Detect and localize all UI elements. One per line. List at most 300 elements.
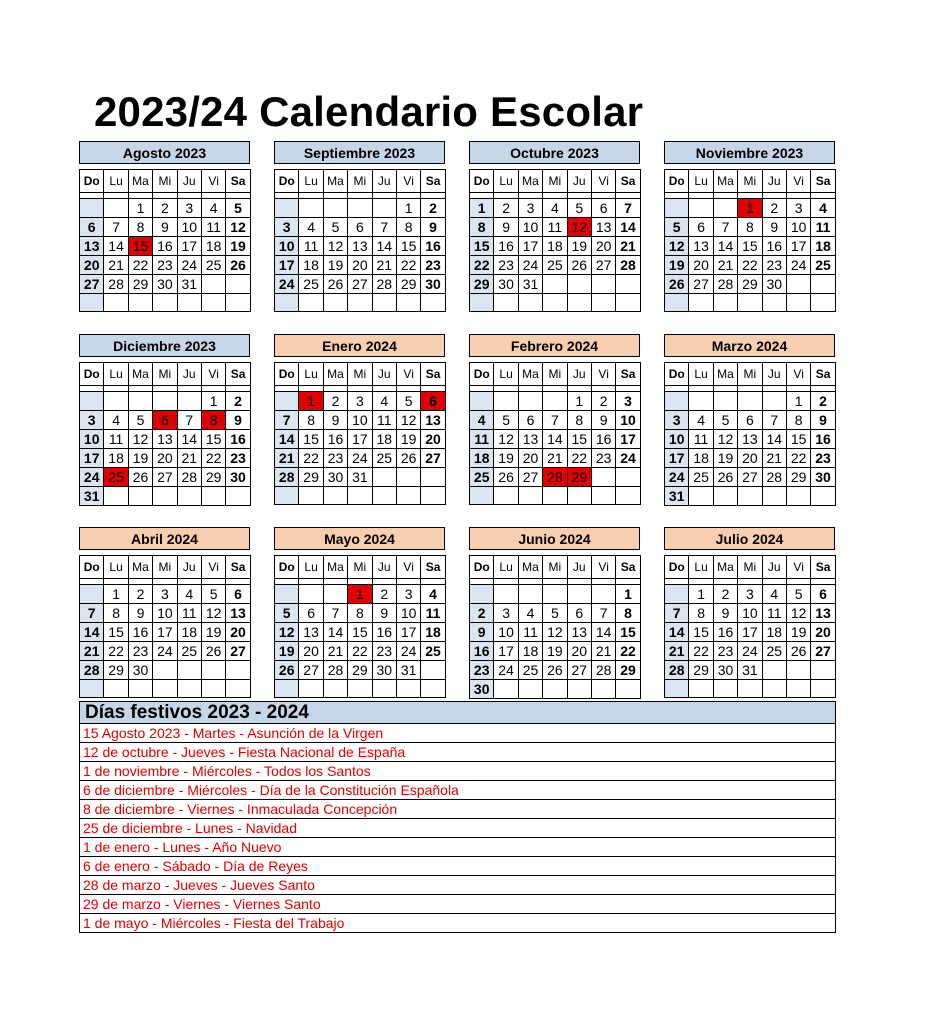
day-cell bbox=[153, 294, 177, 312]
day-cell: 5 bbox=[713, 411, 737, 430]
day-cell: 4 bbox=[299, 218, 323, 237]
month-calendar bbox=[664, 527, 835, 698]
month-calendar bbox=[469, 141, 640, 312]
day-cell bbox=[104, 487, 128, 506]
day-cell: 20 bbox=[811, 623, 835, 642]
day-cell bbox=[518, 585, 542, 604]
day-cell bbox=[201, 661, 225, 680]
day-cell: 21 bbox=[177, 449, 201, 468]
day-cell bbox=[421, 294, 445, 312]
day-cell: 15 bbox=[396, 237, 420, 256]
month-calendar bbox=[79, 334, 250, 506]
day-cell: 19 bbox=[494, 449, 518, 468]
day-cell bbox=[543, 392, 567, 411]
day-cell: 31 bbox=[665, 487, 689, 506]
day-cell: 8 bbox=[104, 604, 128, 623]
day-cell: 18 bbox=[762, 623, 786, 642]
weekday-header: Vi bbox=[396, 556, 420, 579]
day-cell: 20 bbox=[421, 430, 445, 449]
day-cell: 6 bbox=[299, 604, 323, 623]
day-cell: 16 bbox=[153, 237, 177, 256]
day-cell: 5 bbox=[543, 604, 567, 623]
day-cell: 4 bbox=[201, 199, 225, 218]
weekday-header: Do bbox=[470, 556, 494, 579]
day-cell: 22 bbox=[299, 449, 323, 468]
month-calendar bbox=[664, 141, 835, 312]
day-cell: 19 bbox=[713, 449, 737, 468]
month-title: Noviembre 2023 bbox=[664, 141, 835, 164]
day-cell: 29 bbox=[299, 468, 323, 487]
holiday-item: 28 de marzo - Jueves - Jueves Santo bbox=[79, 876, 836, 895]
day-cell bbox=[518, 294, 542, 312]
weekday-header: Mi bbox=[348, 556, 372, 579]
weekday-header: Do bbox=[275, 170, 299, 193]
day-cell bbox=[372, 680, 396, 698]
day-cell: 30 bbox=[811, 468, 835, 487]
holiday-day-cell: 1 bbox=[348, 585, 372, 604]
holiday-item: 1 de mayo - Miércoles - Fiesta del Trabajo bbox=[79, 914, 836, 933]
day-cell bbox=[80, 199, 104, 218]
day-cell bbox=[153, 661, 177, 680]
day-cell bbox=[153, 487, 177, 506]
day-cell: 5 bbox=[201, 585, 225, 604]
month-calendar bbox=[274, 334, 445, 505]
day-cell: 3 bbox=[494, 604, 518, 623]
day-cell: 26 bbox=[128, 468, 152, 487]
weekday-header: Sa bbox=[421, 363, 445, 386]
day-cell: 5 bbox=[567, 199, 591, 218]
day-cell: 2 bbox=[153, 199, 177, 218]
day-cell: 19 bbox=[396, 430, 420, 449]
day-cell: 28 bbox=[323, 661, 347, 680]
month-title: Mayo 2024 bbox=[274, 527, 445, 550]
weekday-header: Ma bbox=[518, 170, 542, 193]
day-cell: 1 bbox=[689, 585, 713, 604]
day-cell bbox=[713, 680, 737, 698]
day-cell bbox=[396, 680, 420, 698]
day-cell: 7 bbox=[323, 604, 347, 623]
day-cell bbox=[470, 392, 494, 411]
day-cell: 13 bbox=[811, 604, 835, 623]
day-cell: 21 bbox=[713, 256, 737, 275]
weekday-header: Do bbox=[665, 170, 689, 193]
day-cell: 1 bbox=[201, 392, 225, 411]
day-cell: 19 bbox=[128, 449, 152, 468]
day-cell: 29 bbox=[348, 661, 372, 680]
day-cell: 12 bbox=[323, 237, 347, 256]
day-cell bbox=[299, 199, 323, 218]
day-cell: 18 bbox=[689, 449, 713, 468]
day-cell: 23 bbox=[128, 642, 152, 661]
day-cell: 15 bbox=[616, 623, 640, 642]
day-cell bbox=[80, 585, 104, 604]
day-cell: 5 bbox=[665, 218, 689, 237]
day-cell: 13 bbox=[689, 237, 713, 256]
weekday-header: Lu bbox=[494, 363, 518, 386]
day-cell bbox=[421, 680, 445, 698]
day-cell: 18 bbox=[470, 449, 494, 468]
day-cell: 14 bbox=[80, 623, 104, 642]
day-cell: 7 bbox=[665, 604, 689, 623]
day-cell: 7 bbox=[104, 218, 128, 237]
holiday-item: 29 de marzo - Viernes - Viernes Santo bbox=[79, 895, 836, 914]
weekday-header: Ma bbox=[713, 363, 737, 386]
day-cell: 24 bbox=[348, 449, 372, 468]
day-cell bbox=[713, 199, 737, 218]
day-cell bbox=[591, 468, 615, 487]
day-cell: 2 bbox=[372, 585, 396, 604]
day-cell: 25 bbox=[421, 642, 445, 661]
day-cell: 22 bbox=[201, 449, 225, 468]
day-cell: 12 bbox=[713, 430, 737, 449]
day-cell bbox=[323, 199, 347, 218]
day-cell bbox=[811, 661, 835, 680]
day-cell: 12 bbox=[543, 623, 567, 642]
day-cell: 16 bbox=[494, 237, 518, 256]
day-cell: 22 bbox=[470, 256, 494, 275]
day-cell bbox=[738, 487, 762, 506]
day-cell bbox=[201, 680, 225, 698]
day-cell bbox=[738, 294, 762, 312]
day-cell: 29 bbox=[786, 468, 810, 487]
day-cell: 27 bbox=[567, 661, 591, 680]
weekday-header: Lu bbox=[299, 170, 323, 193]
holiday-day-cell: 1 bbox=[738, 199, 762, 218]
day-cell: 23 bbox=[153, 256, 177, 275]
day-cell: 29 bbox=[738, 275, 762, 294]
weekday-header: Ju bbox=[372, 556, 396, 579]
month-title: Agosto 2023 bbox=[79, 141, 250, 164]
day-cell: 6 bbox=[348, 218, 372, 237]
day-cell bbox=[616, 487, 640, 505]
day-cell: 15 bbox=[567, 430, 591, 449]
weekday-header: Lu bbox=[104, 556, 128, 579]
day-cell: 26 bbox=[226, 256, 250, 275]
day-cell: 18 bbox=[104, 449, 128, 468]
day-cell: 10 bbox=[738, 604, 762, 623]
day-cell: 1 bbox=[104, 585, 128, 604]
day-cell: 30 bbox=[226, 468, 250, 487]
weekday-header: Vi bbox=[201, 556, 225, 579]
day-cell: 12 bbox=[201, 604, 225, 623]
day-cell bbox=[226, 487, 250, 506]
day-cell: 17 bbox=[616, 430, 640, 449]
day-cell: 29 bbox=[396, 275, 420, 294]
day-cell: 12 bbox=[665, 237, 689, 256]
day-cell: 6 bbox=[811, 585, 835, 604]
day-cell: 19 bbox=[323, 256, 347, 275]
day-cell: 1 bbox=[616, 585, 640, 604]
day-cell bbox=[811, 680, 835, 698]
day-cell: 23 bbox=[811, 449, 835, 468]
day-cell: 30 bbox=[153, 275, 177, 294]
day-cell: 13 bbox=[348, 237, 372, 256]
day-cell: 30 bbox=[323, 468, 347, 487]
holiday-day-cell: 6 bbox=[421, 392, 445, 411]
day-cell: 13 bbox=[738, 430, 762, 449]
day-cell: 9 bbox=[762, 218, 786, 237]
weekday-header: Vi bbox=[201, 170, 225, 193]
day-cell: 2 bbox=[713, 585, 737, 604]
day-cell bbox=[494, 585, 518, 604]
month-title: Octubre 2023 bbox=[469, 141, 640, 164]
day-cell: 20 bbox=[226, 623, 250, 642]
day-cell bbox=[811, 487, 835, 506]
day-cell: 17 bbox=[275, 256, 299, 275]
day-cell: 30 bbox=[421, 275, 445, 294]
weekday-header: Do bbox=[275, 363, 299, 386]
day-cell: 16 bbox=[713, 623, 737, 642]
day-cell: 26 bbox=[665, 275, 689, 294]
day-cell bbox=[786, 487, 810, 506]
day-cell: 7 bbox=[177, 411, 201, 430]
day-cell: 18 bbox=[421, 623, 445, 642]
day-cell: 24 bbox=[786, 256, 810, 275]
day-cell: 11 bbox=[689, 430, 713, 449]
day-cell bbox=[396, 468, 420, 487]
day-cell bbox=[616, 468, 640, 487]
day-cell: 14 bbox=[543, 430, 567, 449]
day-cell bbox=[299, 585, 323, 604]
day-cell bbox=[104, 680, 128, 698]
day-cell bbox=[738, 392, 762, 411]
weekday-header: Mi bbox=[543, 170, 567, 193]
day-cell bbox=[616, 680, 640, 699]
day-cell: 27 bbox=[738, 468, 762, 487]
weekday-header: Lu bbox=[299, 363, 323, 386]
day-cell: 28 bbox=[177, 468, 201, 487]
weekday-header: Ma bbox=[128, 170, 152, 193]
day-cell: 28 bbox=[104, 275, 128, 294]
weekday-header: Lu bbox=[104, 170, 128, 193]
day-cell bbox=[567, 275, 591, 294]
day-cell: 19 bbox=[665, 256, 689, 275]
day-cell: 10 bbox=[80, 430, 104, 449]
day-cell bbox=[494, 487, 518, 505]
day-cell: 27 bbox=[689, 275, 713, 294]
day-cell bbox=[177, 487, 201, 506]
day-cell: 3 bbox=[153, 585, 177, 604]
day-cell: 27 bbox=[591, 256, 615, 275]
day-cell: 6 bbox=[80, 218, 104, 237]
day-cell: 28 bbox=[713, 275, 737, 294]
day-cell: 16 bbox=[226, 430, 250, 449]
day-cell: 31 bbox=[348, 468, 372, 487]
weekday-header: Ju bbox=[762, 170, 786, 193]
day-cell: 15 bbox=[348, 623, 372, 642]
day-cell: 11 bbox=[201, 218, 225, 237]
day-cell bbox=[713, 294, 737, 312]
day-cell bbox=[396, 487, 420, 505]
weekday-header: Vi bbox=[201, 363, 225, 386]
day-cell: 11 bbox=[470, 430, 494, 449]
day-cell: 3 bbox=[80, 411, 104, 430]
day-cell: 18 bbox=[811, 237, 835, 256]
day-cell: 27 bbox=[811, 642, 835, 661]
day-cell bbox=[226, 275, 250, 294]
month-calendar bbox=[274, 527, 445, 698]
day-cell bbox=[689, 199, 713, 218]
day-cell: 4 bbox=[372, 392, 396, 411]
day-cell: 25 bbox=[201, 256, 225, 275]
weekday-header: Ju bbox=[177, 170, 201, 193]
day-cell: 26 bbox=[567, 256, 591, 275]
weekday-header: Do bbox=[80, 170, 104, 193]
weekday-header: Vi bbox=[591, 170, 615, 193]
holiday-item: 12 de octubre - Jueves - Fiesta Nacional de España bbox=[79, 743, 836, 762]
weekday-header: Sa bbox=[226, 170, 250, 193]
day-cell: 12 bbox=[396, 411, 420, 430]
day-cell: 9 bbox=[153, 218, 177, 237]
day-cell bbox=[226, 680, 250, 698]
day-cell: 22 bbox=[616, 642, 640, 661]
day-cell: 5 bbox=[128, 411, 152, 430]
day-cell: 21 bbox=[665, 642, 689, 661]
day-cell: 26 bbox=[275, 661, 299, 680]
day-cell: 10 bbox=[616, 411, 640, 430]
day-cell: 4 bbox=[104, 411, 128, 430]
day-cell: 10 bbox=[396, 604, 420, 623]
day-cell: 27 bbox=[226, 642, 250, 661]
day-cell bbox=[323, 487, 347, 505]
day-cell: 20 bbox=[299, 642, 323, 661]
holiday-item: 8 de diciembre - Viernes - Inmaculada Concepción bbox=[79, 800, 836, 819]
day-cell: 16 bbox=[421, 237, 445, 256]
day-cell bbox=[665, 680, 689, 698]
day-cell: 27 bbox=[299, 661, 323, 680]
day-cell: 22 bbox=[128, 256, 152, 275]
day-cell: 20 bbox=[80, 256, 104, 275]
day-cell: 11 bbox=[421, 604, 445, 623]
day-cell bbox=[494, 680, 518, 699]
day-cell: 11 bbox=[299, 237, 323, 256]
day-cell bbox=[275, 199, 299, 218]
day-cell: 14 bbox=[713, 237, 737, 256]
day-cell: 11 bbox=[177, 604, 201, 623]
weekday-header: Ju bbox=[372, 170, 396, 193]
day-cell bbox=[689, 392, 713, 411]
day-cell bbox=[470, 294, 494, 312]
day-cell: 7 bbox=[591, 604, 615, 623]
day-cell: 6 bbox=[518, 411, 542, 430]
day-cell: 1 bbox=[470, 199, 494, 218]
day-cell: 25 bbox=[689, 468, 713, 487]
day-cell: 5 bbox=[275, 604, 299, 623]
day-cell: 28 bbox=[80, 661, 104, 680]
day-cell: 15 bbox=[299, 430, 323, 449]
day-cell: 27 bbox=[153, 468, 177, 487]
day-cell: 13 bbox=[226, 604, 250, 623]
weekday-header: Ju bbox=[177, 556, 201, 579]
day-cell: 29 bbox=[616, 661, 640, 680]
day-cell: 26 bbox=[494, 468, 518, 487]
weekday-header: Do bbox=[80, 363, 104, 386]
day-cell: 23 bbox=[470, 661, 494, 680]
day-cell: 30 bbox=[494, 275, 518, 294]
holiday-item: 1 de enero - Lunes - Año Nuevo bbox=[79, 838, 836, 857]
weekday-header: Mi bbox=[738, 170, 762, 193]
day-cell bbox=[616, 294, 640, 312]
day-cell: 18 bbox=[201, 237, 225, 256]
day-cell bbox=[543, 294, 567, 312]
day-cell bbox=[518, 392, 542, 411]
day-cell: 3 bbox=[616, 392, 640, 411]
day-cell: 27 bbox=[518, 468, 542, 487]
day-cell bbox=[299, 294, 323, 312]
weekday-header: Lu bbox=[494, 556, 518, 579]
day-cell bbox=[372, 199, 396, 218]
day-cell: 4 bbox=[470, 411, 494, 430]
day-cell: 22 bbox=[689, 642, 713, 661]
day-cell: 4 bbox=[421, 585, 445, 604]
day-cell: 23 bbox=[372, 642, 396, 661]
day-cell: 20 bbox=[567, 642, 591, 661]
weekday-header: Vi bbox=[786, 556, 810, 579]
weekday-header: Mi bbox=[348, 170, 372, 193]
weekday-header: Mi bbox=[348, 363, 372, 386]
day-cell: 4 bbox=[177, 585, 201, 604]
day-cell: 8 bbox=[396, 218, 420, 237]
day-cell: 27 bbox=[80, 275, 104, 294]
weekday-header: Ju bbox=[567, 556, 591, 579]
day-cell: 8 bbox=[128, 218, 152, 237]
weekday-header: Do bbox=[665, 556, 689, 579]
day-cell: 30 bbox=[128, 661, 152, 680]
day-cell bbox=[689, 294, 713, 312]
day-cell: 12 bbox=[494, 430, 518, 449]
day-cell: 25 bbox=[762, 642, 786, 661]
day-cell bbox=[323, 585, 347, 604]
day-cell: 17 bbox=[518, 237, 542, 256]
weekday-header: Ma bbox=[128, 556, 152, 579]
weekday-header: Vi bbox=[396, 170, 420, 193]
day-cell: 14 bbox=[275, 430, 299, 449]
day-cell: 15 bbox=[104, 623, 128, 642]
day-cell: 16 bbox=[762, 237, 786, 256]
day-cell: 24 bbox=[80, 468, 104, 487]
day-cell: 5 bbox=[323, 218, 347, 237]
day-cell bbox=[128, 487, 152, 506]
month-title: Marzo 2024 bbox=[664, 334, 835, 357]
day-cell: 6 bbox=[738, 411, 762, 430]
day-cell bbox=[762, 294, 786, 312]
day-cell: 6 bbox=[689, 218, 713, 237]
day-cell: 21 bbox=[275, 449, 299, 468]
holiday-day-cell: 1 bbox=[299, 392, 323, 411]
day-cell bbox=[470, 585, 494, 604]
day-cell: 17 bbox=[80, 449, 104, 468]
day-cell bbox=[567, 294, 591, 312]
day-cell: 11 bbox=[104, 430, 128, 449]
weekday-header: Ju bbox=[177, 363, 201, 386]
weekday-header: Lu bbox=[689, 556, 713, 579]
weekday-header: Ju bbox=[372, 363, 396, 386]
holiday-item: 1 de noviembre - Miércoles - Todos los Santos bbox=[79, 762, 836, 781]
day-cell: 28 bbox=[372, 275, 396, 294]
day-cell bbox=[591, 680, 615, 699]
day-cell bbox=[323, 680, 347, 698]
day-cell: 29 bbox=[689, 661, 713, 680]
day-cell bbox=[348, 294, 372, 312]
day-cell: 11 bbox=[811, 218, 835, 237]
day-cell: 30 bbox=[762, 275, 786, 294]
day-cell: 22 bbox=[396, 256, 420, 275]
day-cell: 15 bbox=[201, 430, 225, 449]
day-cell bbox=[811, 294, 835, 312]
day-cell: 6 bbox=[226, 585, 250, 604]
day-cell bbox=[591, 487, 615, 505]
day-cell: 20 bbox=[348, 256, 372, 275]
